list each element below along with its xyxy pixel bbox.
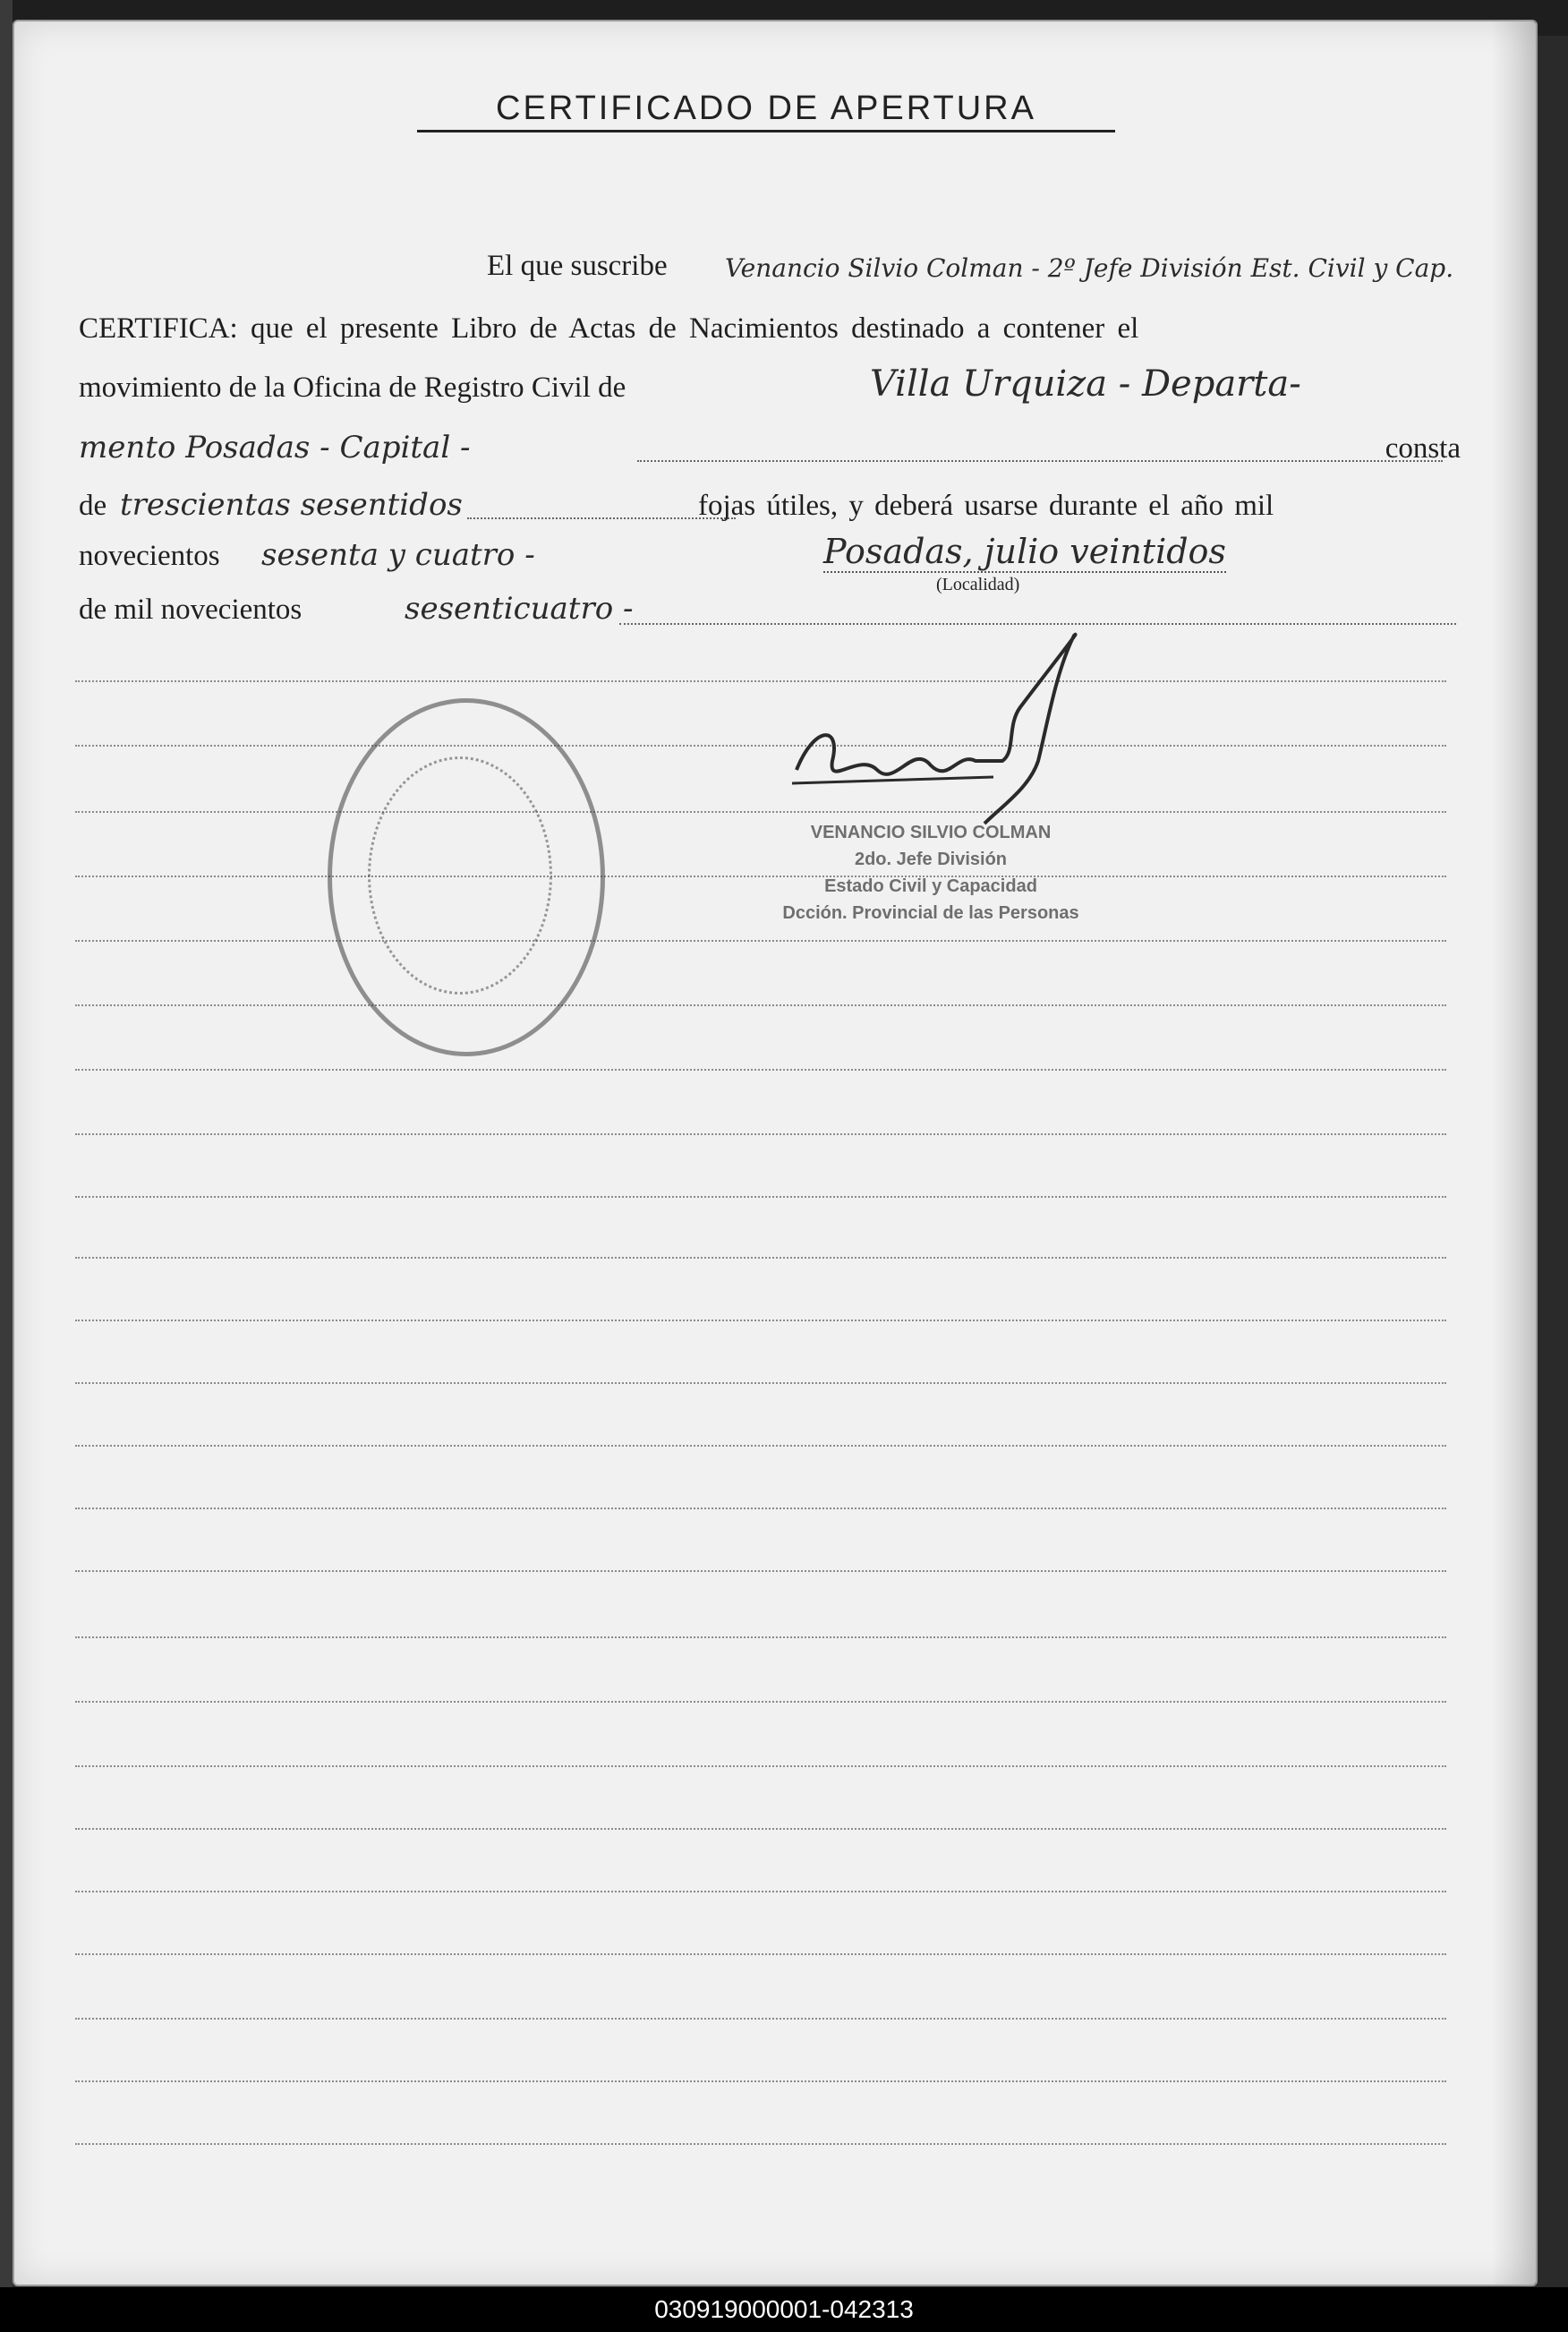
ruled-line — [75, 811, 1446, 813]
line-departamento — [64, 426, 1461, 471]
consta-text: consta — [1385, 432, 1461, 465]
document-title: CERTIFICADO DE APERTURA — [417, 90, 1115, 132]
novecientos-text: novecientos — [79, 540, 220, 572]
oficina-handwritten-1: Villa Urquiza - Departa- — [870, 363, 1301, 405]
fojas-handwritten: trescientas sesentidos — [120, 487, 463, 523]
ruled-line — [75, 2080, 1446, 2082]
stamp-inner-ring — [368, 756, 552, 995]
movimiento-text: movimiento de la Oficina de Registro Civil de — [79, 372, 626, 404]
anio2-handwritten: sesenticuatro - — [405, 591, 634, 627]
ruled-line — [75, 1069, 1446, 1071]
ruled-line — [75, 1133, 1446, 1135]
scan-id-footer: 030919000001-042313 — [0, 2287, 1568, 2332]
ruled-line — [75, 2143, 1446, 2145]
line-movimiento — [64, 365, 1461, 410]
signature-line-4: Dcción. Provincial de las Personas — [782, 903, 1079, 923]
line-fojas — [64, 483, 1461, 528]
signature-name: VENANCIO SILVIO COLMAN — [810, 823, 1052, 842]
document-page — [13, 20, 1538, 2286]
ruled-line — [75, 1701, 1446, 1703]
line-de-mil — [64, 587, 1461, 632]
line-novecientos — [64, 534, 1461, 578]
scan-border-left — [0, 0, 13, 2332]
official-stamp — [328, 698, 605, 1056]
ruled-line — [75, 1891, 1446, 1892]
anio-handwritten: sesenta y cuatro - — [261, 537, 535, 573]
ruled-line — [75, 1004, 1446, 1006]
fill-dots — [467, 517, 736, 519]
page-shadow — [1491, 21, 1536, 2285]
fecha-handwritten: Posadas, julio veintidos — [823, 532, 1226, 571]
de-mil-text: de mil novecientos — [79, 594, 303, 626]
fill-dots — [637, 460, 1443, 462]
ruled-line — [75, 1953, 1446, 1955]
ruled-line — [75, 2018, 1446, 2020]
ruled-line — [75, 1196, 1446, 1198]
signer-handwritten: Venancio Silvio Colman - 2º Jefe División Est. Civil y Cap. — [725, 253, 1454, 283]
ruled-line — [75, 1636, 1446, 1638]
intro-text: El que suscribe — [487, 250, 668, 282]
ruled-line — [75, 745, 1446, 747]
ruled-line — [75, 1257, 1446, 1259]
certifica-text: CERTIFICA: que el presente Libro de Actas de Nacimientos destinado a contener el — [79, 312, 1139, 345]
ruled-line — [75, 1382, 1446, 1384]
de-text: de — [79, 490, 107, 522]
localidad-label: (Localidad) — [936, 575, 1020, 594]
line-suscribe — [64, 243, 1461, 288]
signature-stamp-block — [752, 819, 1110, 927]
signature-line-3: Estado Civil y Capacidad — [824, 876, 1037, 896]
ruled-line — [75, 680, 1446, 682]
signature-line-2: 2do. Jefe División — [854, 850, 1008, 869]
ruled-line — [75, 1765, 1446, 1767]
ruled-line — [75, 1445, 1446, 1447]
fojas-text: fojas útiles, y deberá usarse durante el año mil — [698, 490, 1274, 522]
ruled-line — [75, 1570, 1446, 1572]
ruled-line — [75, 1828, 1446, 1830]
line-certifica — [64, 306, 1461, 351]
signature-scribble — [779, 618, 1137, 841]
ruled-line — [75, 1508, 1446, 1509]
ruled-line — [75, 1320, 1446, 1321]
oficina-handwritten-2: mento Posadas - Capital - — [79, 430, 471, 466]
ruled-line — [75, 940, 1446, 942]
